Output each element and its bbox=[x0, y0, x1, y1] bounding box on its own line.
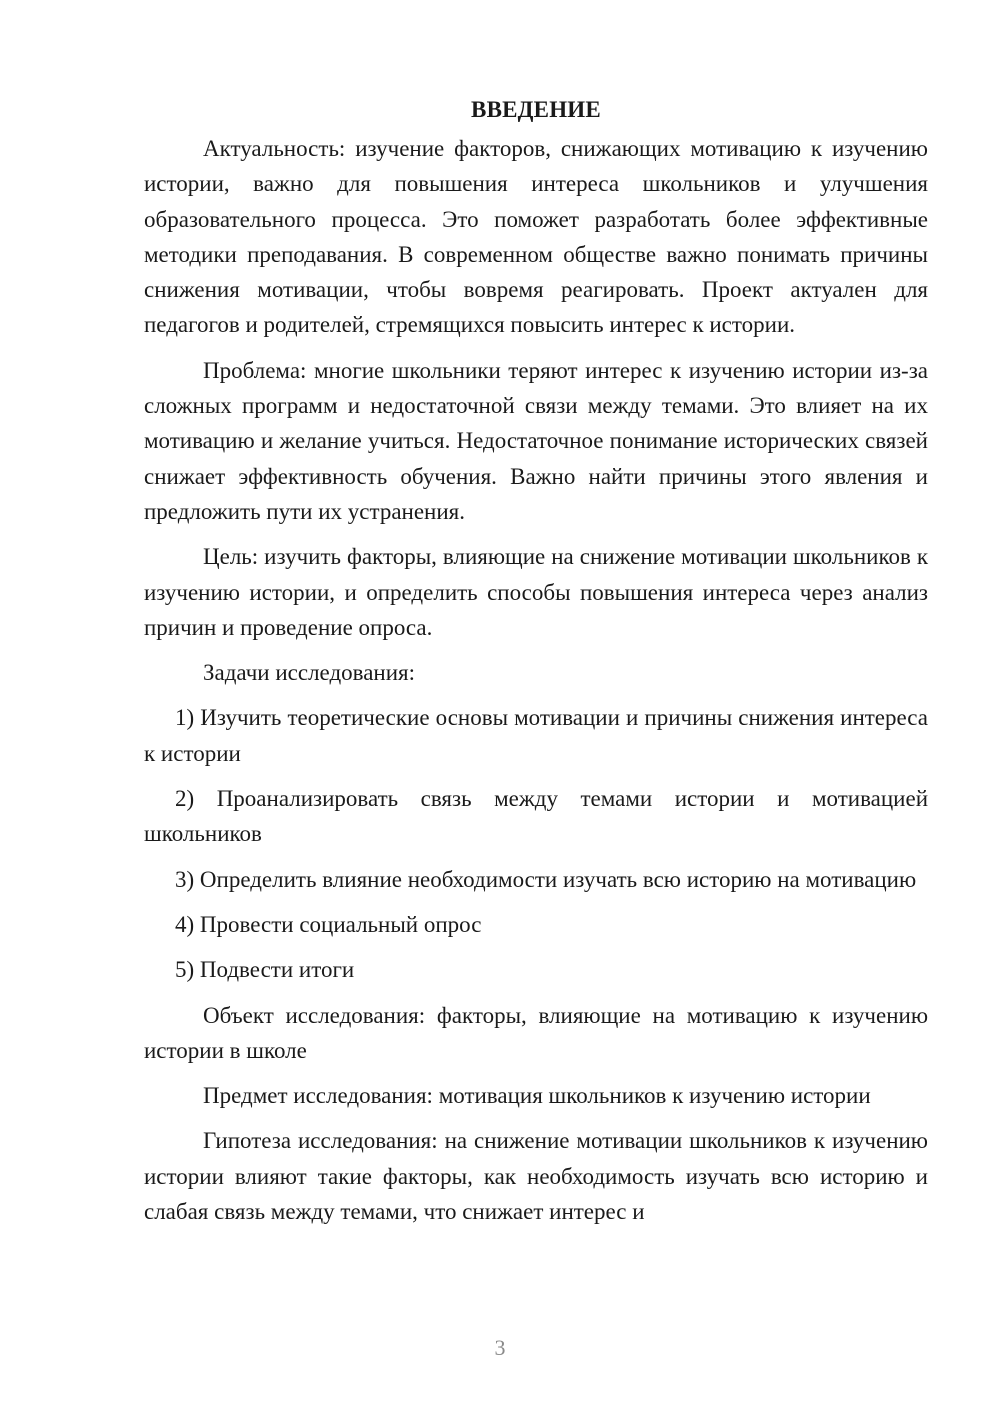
paragraph-tasks-heading: Задачи исследования: bbox=[203, 660, 416, 686]
task-item-2: 2) Проанализировать связь между темами истории и мотивацией школьников bbox=[144, 786, 928, 847]
document-page bbox=[144, 92, 928, 1239]
paragraph-goal: Цель: изучить факторы, влияющие на снижение мотивации школьников к изучению истории, и определить способы повышения интереса через анализ причин и проведение опроса. bbox=[144, 544, 928, 640]
paragraph-subject: Предмет исследования: мотивация школьников к изучению истории bbox=[203, 1083, 871, 1109]
paragraph-hypothesis: Гипотеза исследования: на снижение мотивации школьников к изучению истории влияют такие факторы, как необходимость изучать всю историю и слабая связь между темами, что снижает интерес и bbox=[144, 1128, 928, 1225]
task-item-5: 5) Подвести итоги bbox=[175, 957, 355, 983]
task-item-4: 4) Провести социальный опрос bbox=[175, 911, 482, 937]
paragraph-relevance: Актуальность: изучение факторов, снижающих мотивацию к изучению истории, важно для повышения интереса школьников и улучшения образовательного процесса. Это поможет разработать более эффективные методики преподавания. В современном обществе важно понимать причины снижения мотивации, чтобы вовремя реагировать. Проект актуален для педагогов и родителей, стремящихся повысить интерес к истории. bbox=[144, 136, 928, 338]
paragraph-problem: Проблема: многие школьники теряют интерес к изучению истории из-за сложных программ и недостаточной связи между темами. Это влияет на их мотивацию и желание учиться. Недостаточное понимание исторических связей снижает эффективность обучения. Важно найти причины этого явления и предложить пути их устранения. bbox=[144, 357, 928, 524]
task-item-3: 3) Определить влияние необходимости изучать всю историю на мотивацию bbox=[175, 866, 917, 892]
section-title: ВВЕДЕНИЕ bbox=[471, 97, 601, 122]
page-number: 3 bbox=[494, 1335, 506, 1360]
paragraph-object: Объект исследования: факторы, влияющие на мотивацию к изучению истории в школе bbox=[144, 1002, 928, 1063]
task-item-1: 1) Изучить теоретические основы мотивации и причины снижения интереса к истории bbox=[144, 705, 928, 766]
